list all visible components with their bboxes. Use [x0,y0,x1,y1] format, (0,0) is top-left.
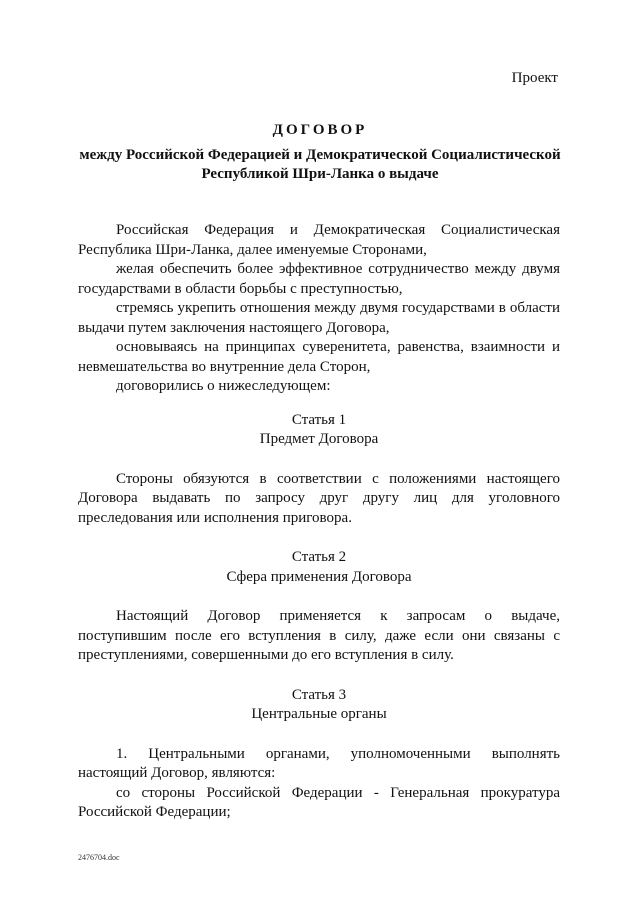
preamble-paragraph: Российская Федерация и Демократическая Социалистическая Республика Шри-Ланка, далее именуемые Сторонами, [78,222,560,258]
article-1 [78,411,560,529]
article-heading: Сфера применения Договора [226,568,412,585]
article-2 [78,548,560,666]
preamble [78,221,560,397]
article-number: Статья 1 [291,411,347,428]
article-number: Статья 2 [291,549,347,565]
article-paragraph: со стороны Российской Федерации - Генеральная прокуратура Российской Федерации; [78,784,560,820]
preamble-paragraph: договорились о нижеследующем: [116,378,331,394]
article-paragraph: Настоящий Договор применяется к запросам о выдаче, поступившим после его вступления в силу, даже если они связаны с преступлениями, совершенными до его вступления в силу. [78,608,560,663]
document-body [78,221,560,823]
article-heading: Центральные органы [251,706,387,722]
article-number: Статья 3 [291,686,347,703]
article-paragraph: Стороны обязуются в соответствии с положениями настоящего Договора выдавать по запросу друг другу лиц для уголовного преследования или исполнения приговора. [78,470,560,526]
preamble-paragraph: стремясь укрепить отношения между двумя государствами в области выдачи путем заключения настоящего Договора, [78,300,560,336]
draft-label: Проект [511,70,558,86]
preamble-paragraph: основываясь на принципах суверенитета, равенства, взаимности и невмешательства во внутренние дела Сторон, [78,339,560,375]
file-identifier: 2476704.doc [78,853,120,862]
preamble-paragraph: желая обеспечить более эффективное сотрудничество между двумя государствами в области борьбы с преступностью, [78,261,560,297]
document-subtitle: между Российской Федерацией и Демократической Социалистической Республикой Шри-Ланка о выдаче [79,147,561,182]
article-paragraph: 1. Центральными органами, уполномоченными выполнять настоящий Договор, являются: [78,745,560,781]
article-3 [78,686,560,823]
article-heading: Предмет Договора [259,431,379,447]
document-title: ДОГОВОР [272,122,368,138]
